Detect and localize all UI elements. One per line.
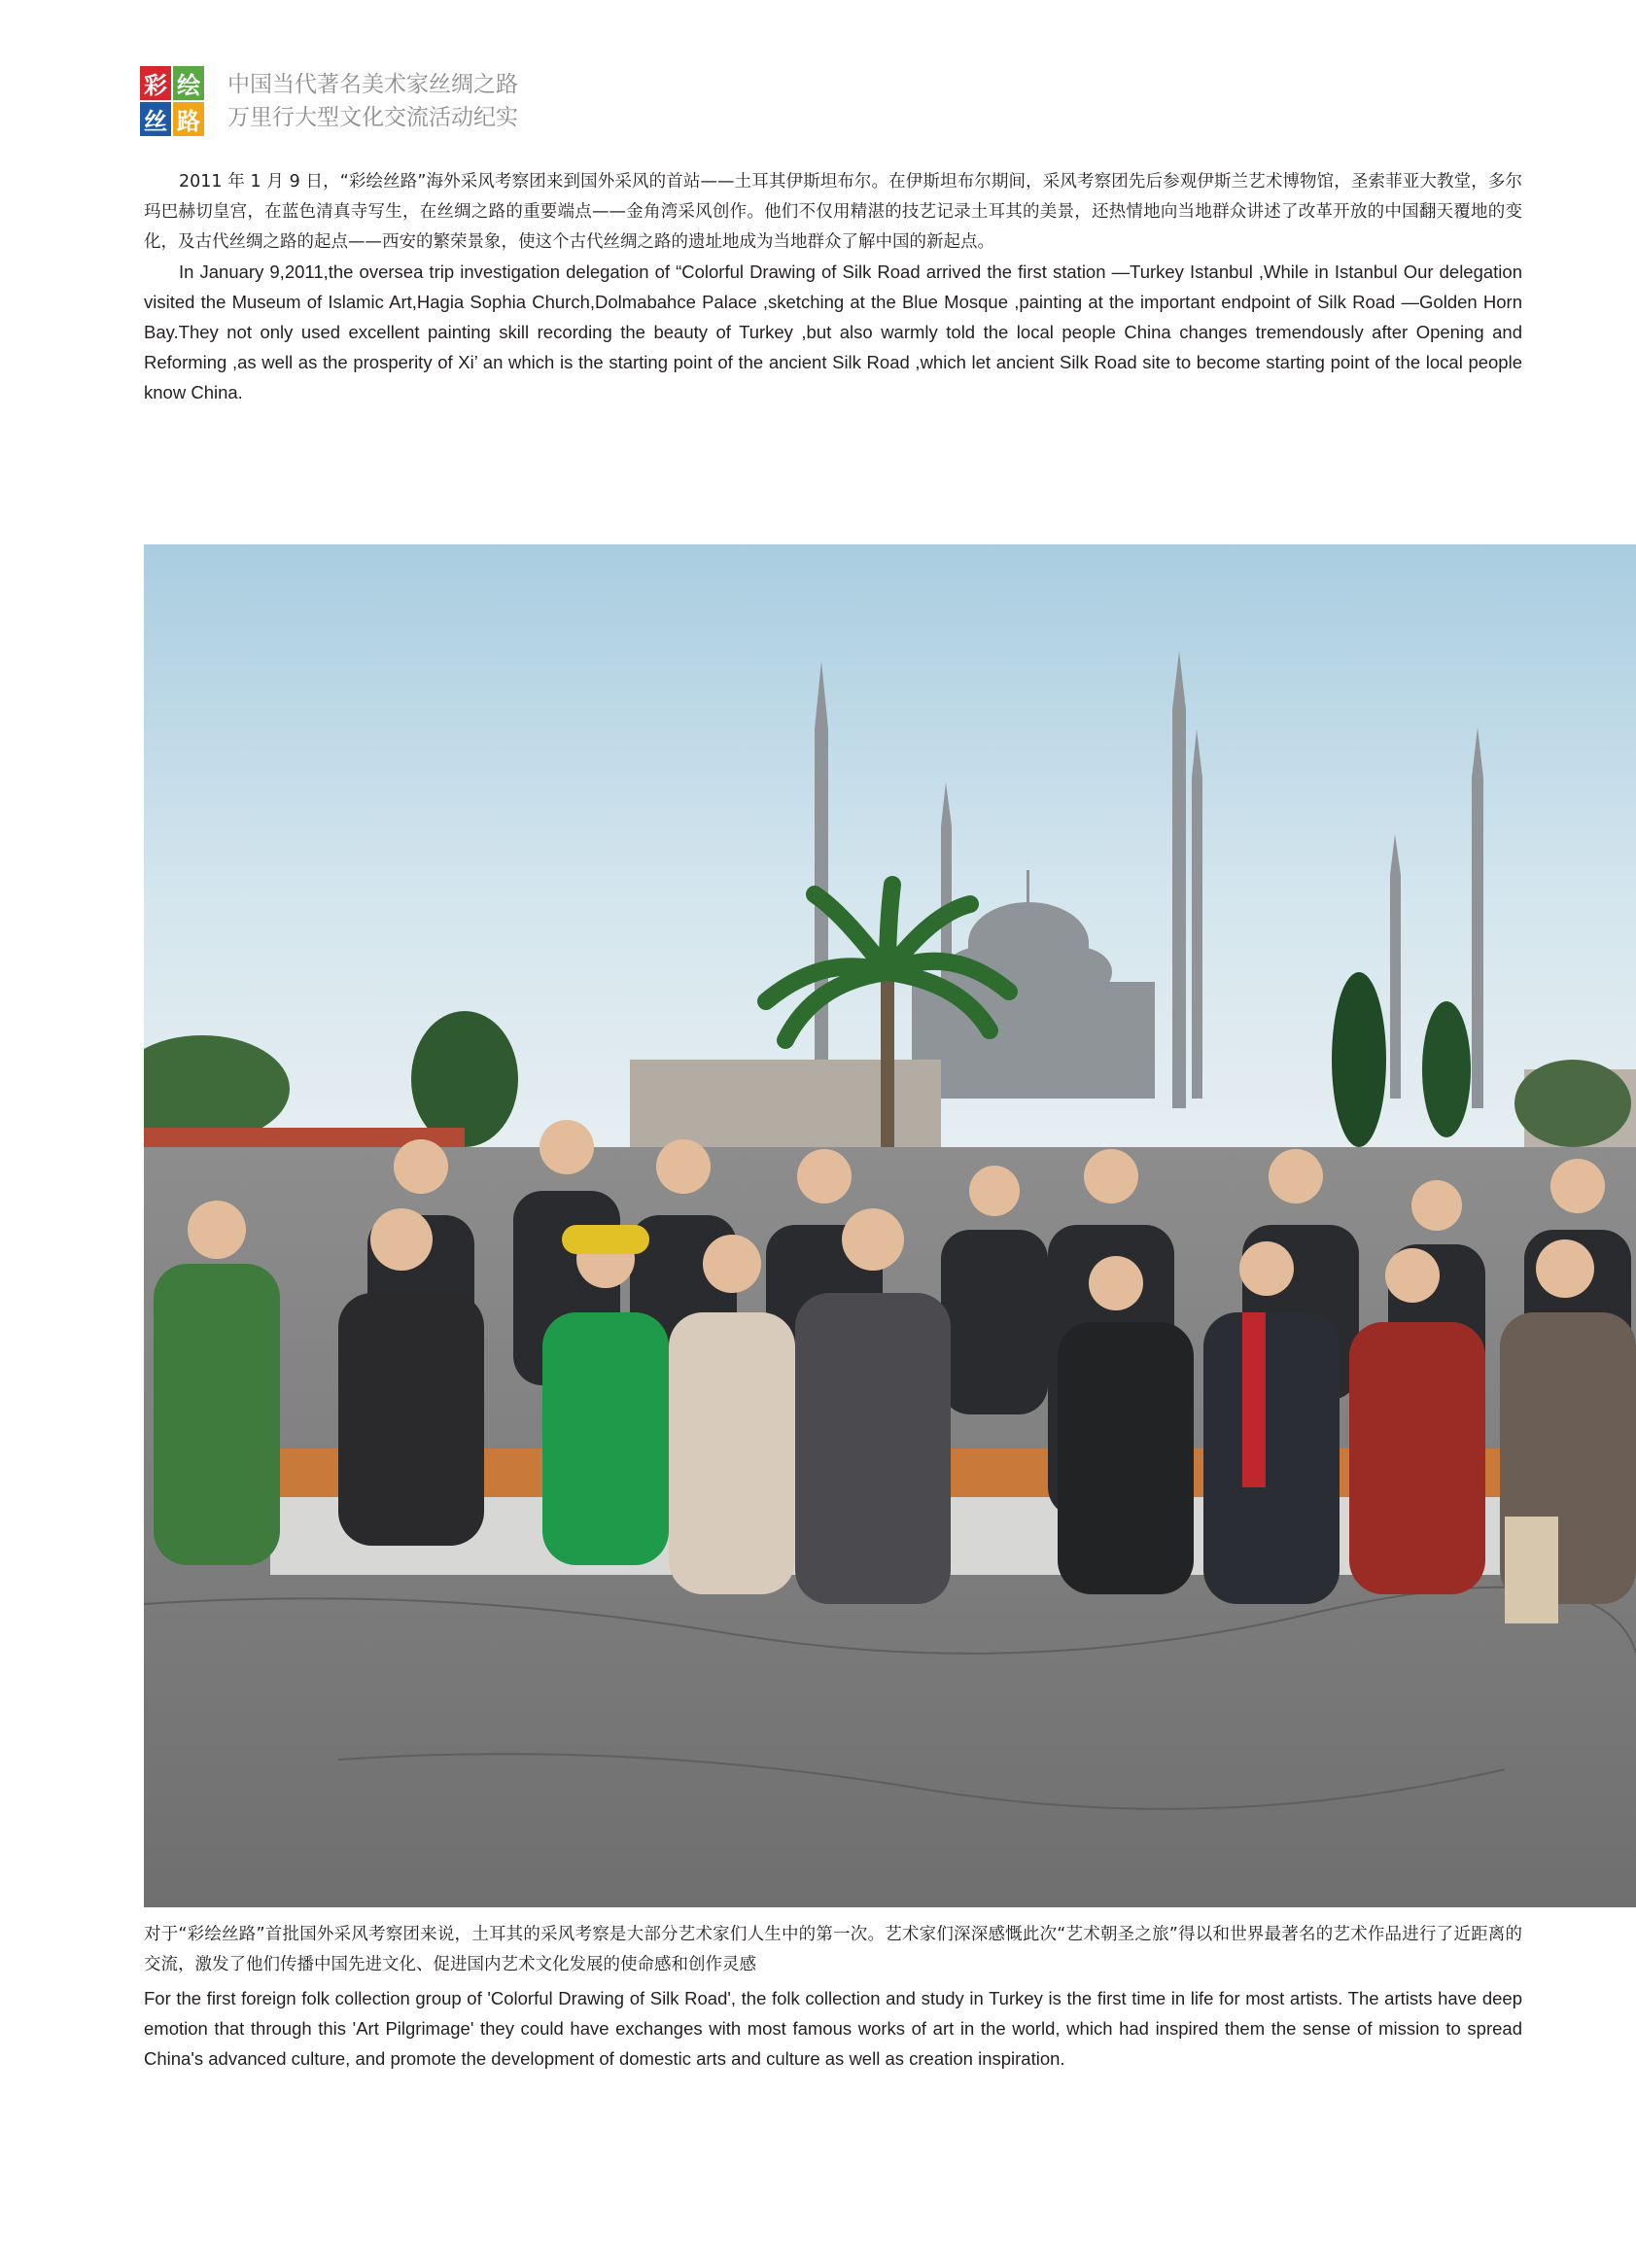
caption-chinese: 对于“彩绘丝路”首批国外采风考察团来说，土耳其的采风考察是大部分艺术家们人生中的第一次。艺术家们深深感慨此次“艺术朝圣之旅”得以和世界最著名的艺术作品进行了近距离的交流，激发了他们传播中国先进文化、促进国内艺术文化发展的使命感和创作灵感 <box>144 1925 1522 1974</box>
intro-paragraph-chinese: 2011 年 1 月 9 日，“彩绘丝路”海外采风考察团来到国外采风的首站——土耳其伊斯坦布尔。在伊斯坦布尔期间，采风考察团先后参观伊斯兰艺术博物馆，圣索菲亚大教堂，多尔玛巴赫切皇宫，在蓝色清真寺写生，在丝绸之路的重要端点——金角湾采风创作。他们不仅用精湛的技艺记录土耳其的美景，还热情地向当地群众讲述了改革开放的中国翻天覆地的变化，及古代丝绸之路的起点——西安的繁荣景象，使这个古代丝绸之路的遗址地成为当地群众了解中国的新起点。 <box>144 172 1522 252</box>
intro-paragraph-english: In January 9,2011,the oversea trip investigation delegation of “Colorful Drawing of Silk Road arrived the first station —Turkey Istanbul ,While in Istanbul Our delegation visited the Museum of Islamic Art,Hagia Sophia Church,Dolmabahce Palace ,sketching at the Blue Mosque ,painting at the important endpoint of Silk Road —Golden Horn Bay.They not only used excellent painting skill recording the beauty of Turkey ,but also warmly told the local people China changes tremendously after Opening and Reforming ,as well as the prosperity of Xi’ an which is the starting point of the ancient Silk Road ,which let ancient Silk Road site to become starting point of the local people know China. <box>144 262 1522 402</box>
logo-char: 丝 <box>140 102 171 136</box>
logo-char: 彩 <box>140 66 171 100</box>
caption-english: For the first foreign folk collection group of 'Colorful Drawing of Silk Road', the folk collection and study in Turkey is the first time in life for most artists. The artists have deep emotion that through this 'Art Pilgrimage' they could have exchanges with most famous works of art in the world, which had inspired them the sense of mission to spread China's advanced culture, and promote the development of domestic arts and culture as well as creation inspiration. <box>144 1988 1522 2069</box>
logo <box>140 66 204 135</box>
header-title <box>227 68 518 134</box>
logo-char: 绘 <box>173 66 204 100</box>
logo-char: 路 <box>173 102 204 136</box>
header-title-line2: 万里行大型文化交流活动纪实 <box>227 105 518 130</box>
header-title-line1: 中国当代著名美术家丝绸之路 <box>227 72 518 97</box>
group-photo <box>144 544 1636 1907</box>
group-photo-illustration <box>144 544 1636 1907</box>
